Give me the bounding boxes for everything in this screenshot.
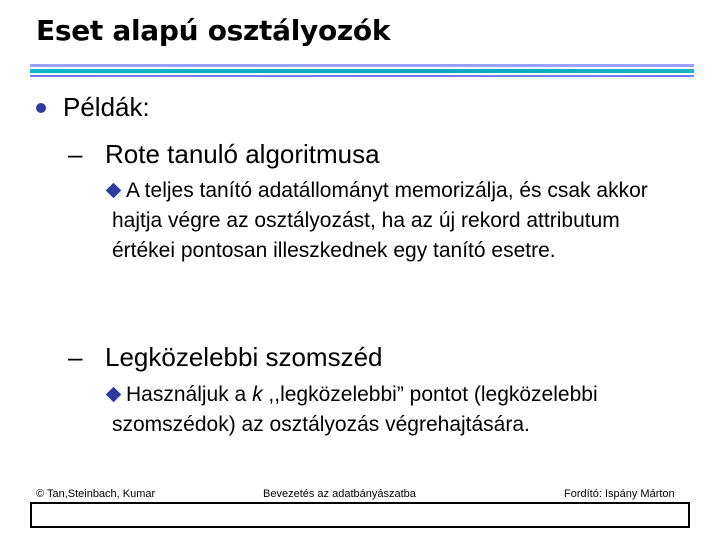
dash-icon: – xyxy=(68,342,83,372)
diamond-bullet-icon xyxy=(106,183,122,199)
bullet-examples-label: Példák: xyxy=(63,92,150,122)
item-knn-sub-before: Használjuk a xyxy=(126,383,253,406)
item-knn-sub xyxy=(112,380,672,440)
footer-right: Fordító: Ispány Márton xyxy=(564,488,675,500)
title-rule-top xyxy=(30,64,694,67)
title-rule-main xyxy=(30,69,694,73)
footer-box xyxy=(30,502,690,528)
diamond-bullet-icon xyxy=(106,387,122,403)
item-knn-sub-k: k xyxy=(252,383,263,406)
item-knn-label: Legközelebbi szomszéd xyxy=(105,342,383,372)
dash-icon: – xyxy=(68,139,83,169)
item-knn-sub-after: ,,legközelebbi” pontot (legközelebbi szomszédok) az osztályozás végrehajtására. xyxy=(112,383,598,436)
footer-left: © Tan,Steinbach, Kumar xyxy=(36,488,156,500)
slide-title: Eset alapú osztályozók xyxy=(36,14,391,47)
title-rule-bottom xyxy=(30,75,694,77)
item-rote-sub-text: A teljes tanító adatállományt memorizálja, és csak akkor hajtja végre az osztályozást, ha az új rekord attributum értékei pontosan illeszkednek egy tanító esetre. xyxy=(112,179,648,262)
item-rote-label: Rote tanuló algoritmusa xyxy=(105,139,380,169)
footer-center: Bevezetés az adatbányászatba xyxy=(263,488,416,500)
round-bullet-icon xyxy=(36,103,46,113)
item-rote-sub xyxy=(112,176,672,266)
